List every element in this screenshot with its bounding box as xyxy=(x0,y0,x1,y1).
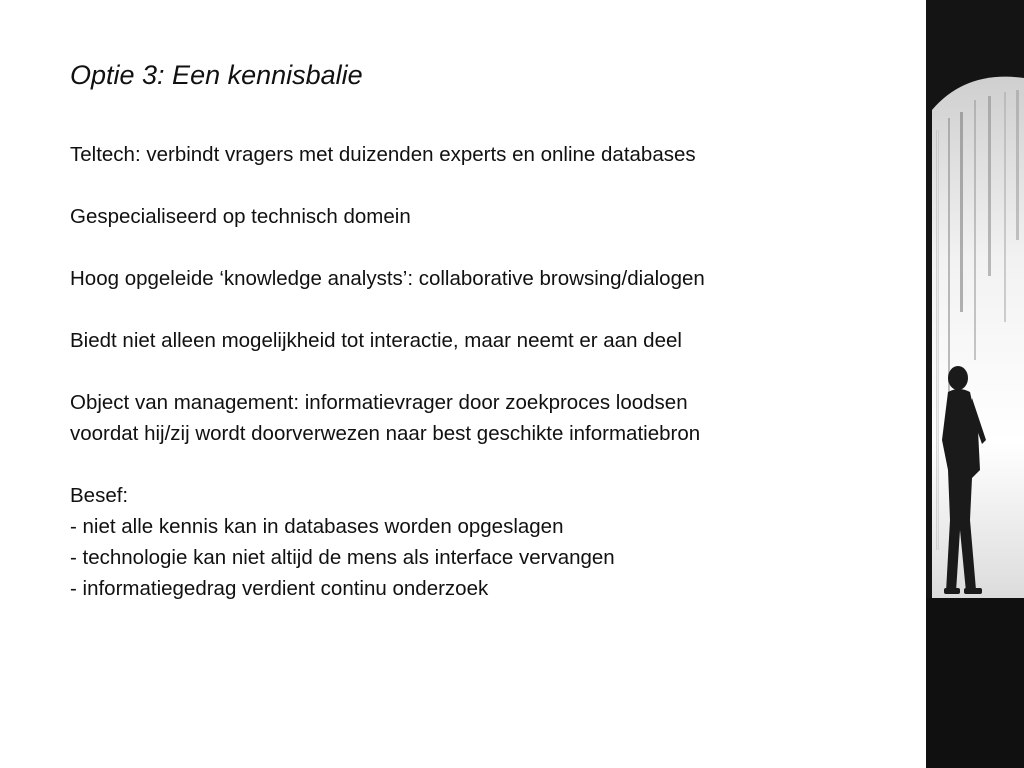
besef-item: - technologie kan niet altijd de mens als interface vervangen xyxy=(70,546,615,569)
besef-heading: Besef: xyxy=(70,484,129,507)
slide-title: Optie 3: Een kennisbalie xyxy=(70,60,363,90)
object-line: Object van management: informatievrager door zoekproces loodsen xyxy=(70,391,688,414)
decorative-photo xyxy=(926,0,1024,768)
besef-item: - niet alle kennis kan in databases worden opgeslagen xyxy=(70,515,564,538)
paragraph-domain: Gespecialiseerd op technisch domein xyxy=(70,205,411,228)
silhouette-person-icon xyxy=(926,0,1024,768)
paragraph-object xyxy=(70,387,705,449)
paragraph-analysts: Hoog opgeleide ‘knowledge analysts’: collaborative browsing/dialogen xyxy=(70,267,705,290)
paragraph-interaction: Biedt niet alleen mogelijkheid tot interactie, maar neemt er aan deel xyxy=(70,329,682,352)
object-line: voordat hij/zij wordt doorverwezen naar best geschikte informatiebron xyxy=(70,422,701,445)
besef-item: - informatiegedrag verdient continu onderzoek xyxy=(70,577,489,600)
besef-block xyxy=(70,480,705,604)
paragraph-teltech: Teltech: verbindt vragers met duizenden experts en online databases xyxy=(70,143,696,166)
slide-body xyxy=(70,139,705,635)
